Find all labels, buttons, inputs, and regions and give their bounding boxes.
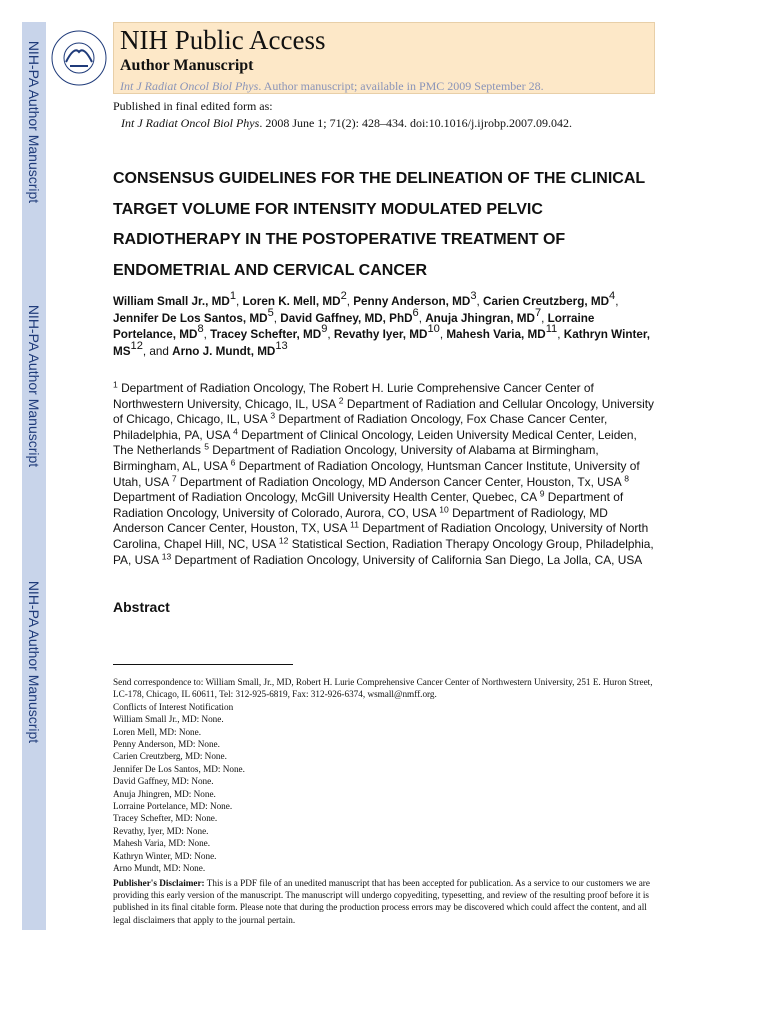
nih-header bbox=[113, 22, 655, 94]
author-name: Penny Anderson, MD bbox=[353, 295, 471, 308]
side-label-1: NIH-PA Author Manuscript bbox=[26, 40, 42, 204]
affiliation-sup: 13 bbox=[161, 550, 172, 561]
conflict-item: Lorraine Portelance, MD: None. bbox=[113, 801, 233, 812]
conflict-item: Tracey Schefter, MD: None. bbox=[113, 813, 218, 824]
affiliation-sup: 6 bbox=[230, 457, 236, 468]
conflicts-list bbox=[113, 713, 658, 874]
conflict-item: Loren Mell, MD: None. bbox=[113, 726, 202, 737]
author-name: Anuja Jhingran, MD bbox=[425, 311, 535, 325]
affiliation-sup: 11 bbox=[350, 519, 359, 530]
conflict-item: Jennifer De Los Santos, MD: None. bbox=[113, 763, 245, 774]
affiliation-text: Department of Radiation Oncology, MD Anderson Cancer Center, Houston, Tx, USA bbox=[176, 474, 621, 489]
paper-title: CONSENSUS GUIDELINES FOR THE DELINEATION OF THE CLINICAL TARGET VOLUME FOR INTENSITY MODULATED PELVIC RADIOTHERAPY IN THE POSTOPERATIVE TREATMENT OF ENDOMETRIAL AND CERVICAL CANCER bbox=[113, 170, 645, 279]
affiliation-sup: 5 bbox=[204, 441, 209, 452]
affiliation-sup: 7 bbox=[171, 472, 177, 483]
author-name: Loren K. Mell, MD bbox=[242, 295, 341, 308]
author-sup: 7 bbox=[534, 306, 542, 319]
author-name: Mahesh Varia, MD bbox=[446, 328, 546, 341]
correspondence: Send correspondence to: William Small, Jr., MD, Robert H. Lurie Comprehensive Cancer Center of Northwestern University, 251 E. Huron Street, LC-178, Chicago, IL 60611, Tel: 312-925-6819, Fax: 312-926-6374, wsmall@nmff.org. bbox=[113, 677, 653, 700]
affiliation-text: Department of Radiation Oncology, University of California San Diego, La Jolla, CA, USA bbox=[171, 552, 643, 567]
side-label-2: NIH-PA Author Manuscript bbox=[26, 304, 42, 468]
author-sup: 10 bbox=[427, 322, 440, 335]
side-label-3: NIH-PA Author Manuscript bbox=[26, 580, 42, 744]
side-banner bbox=[22, 22, 46, 930]
conflicts-heading: Conflicts of Interest Notification bbox=[113, 701, 234, 712]
conflict-item: Carien Creutzberg, MD: None. bbox=[113, 751, 227, 762]
author-name: Carien Creutzberg, MD bbox=[483, 295, 610, 308]
affiliation-text: Department of Radiation Oncology, University of Colorado, Aurora, CO, USA bbox=[113, 490, 624, 520]
nih-seal-icon bbox=[44, 22, 114, 94]
author-sup: 12 bbox=[130, 339, 143, 352]
publication-info: Published in final edited form as: Int J Radiat Oncol Biol Phys. 2008 June 1; 71(2): 428–434. doi:10.1016/j.ijrobp.2007.09.042. bbox=[113, 99, 572, 130]
author-name: Jennifer De Los Santos, MD bbox=[113, 311, 268, 325]
affiliation-text: Department of Radiation Oncology, The Robert H. Lurie Comprehensive Cancer Center of Northwestern University, Chicago, IL, USA bbox=[113, 381, 594, 411]
nih-logo bbox=[44, 22, 114, 94]
affiliation-text: Department of Clinical Oncology, Leiden University Medical Center, Leiden, The Netherlands bbox=[113, 427, 637, 458]
affiliation-sup: 1 bbox=[113, 379, 118, 390]
author-name: William Small Jr., MD bbox=[113, 295, 230, 308]
affiliation-sup: 9 bbox=[539, 488, 545, 499]
author-sup: 4 bbox=[609, 289, 616, 302]
author-sup: 9 bbox=[321, 322, 328, 335]
affiliation-text: Department of Radiation and Cellular Oncology, University of Chicago, Chicago, IL, USA bbox=[113, 396, 654, 427]
header-availability: Int J Radiat Oncol Biol Phys. Author manuscript; available in PMC 2009 September 28. bbox=[120, 79, 544, 93]
author-sup: 6 bbox=[412, 306, 419, 319]
header-title: NIH Public Access bbox=[120, 25, 326, 55]
author-name: David Gaffney, MD, PhD bbox=[280, 311, 413, 325]
author-sup: 1 bbox=[229, 289, 236, 302]
affiliation-text: Department of Radiation Oncology, Fox Chase Cancer Center, Philadelphia, PA, USA bbox=[113, 412, 608, 442]
author-sup: 8 bbox=[197, 322, 204, 335]
affiliation-sup: 8 bbox=[624, 472, 630, 483]
author-name: Lorraine Portelance, MD bbox=[113, 311, 595, 341]
disclaimer: Publisher's Disclaimer: This is a PDF file of an unedited manuscript that has been accepted for publication. As a service to our customers we are providing this early version of the manuscript. The manuscript will undergo copyediting, typesetting, and review of the resulting proof before it is published in its final citable form. Please note that during the production process errors may be discovered which could affect the content, and all legal disclaimers that apply to the journal pertain. bbox=[113, 877, 650, 925]
affiliation-text: Department of Radiation Oncology, Huntsman Cancer Institute, University of Utah, USA bbox=[113, 458, 640, 489]
author-sup: 3 bbox=[470, 289, 477, 302]
affiliation-text: Statistical Section, Radiation Therapy Oncology Group, Philadelphia, PA, USA bbox=[113, 536, 654, 567]
author-sup: 5 bbox=[267, 306, 274, 319]
conflict-item: David Gaffney, MD: None. bbox=[113, 776, 214, 787]
conflict-item: Penny Anderson, MD: None. bbox=[113, 739, 220, 750]
affiliation-text: Department of Radiology, MD Anderson Cancer Center, Houston, TX, USA bbox=[113, 505, 608, 536]
footnotes bbox=[113, 676, 658, 926]
affiliation-sup: 12 bbox=[278, 535, 289, 546]
author-sup: 11 bbox=[545, 322, 558, 335]
conflict-item: Arno Mundt, MD: None. bbox=[113, 863, 206, 874]
author-name: Kathryn Winter, MS bbox=[113, 328, 651, 358]
author-sup: 2 bbox=[340, 289, 347, 302]
conflict-item: Kathryn Winter, MD: None. bbox=[113, 850, 217, 861]
conflict-item: William Small Jr., MD: None. bbox=[113, 714, 224, 725]
author-list: William Small Jr., $MD^1$, Loren K. Mell, $MD^2$, Penny Anderson, $MD^3$, Carien Creutzberg, $MD^4$, Jennifer De Los Santos, $MD^5$, David Gaffney, MD, PhD$^6$, Anuja Jhingran, $MD^7$, Lorraine Portelance, $MD^8$, Tracey Schefter, $MD^9$, Revathy Iyer, MD$^{10}$, Mahesh Varia, MD$^{11}$, Kathryn Winter, MS$^{12}$, and Arno J. Mundt, MD$^{13}$ bbox=[113, 289, 651, 358]
footnote-rule bbox=[113, 664, 293, 665]
affiliation-sup: 4 bbox=[233, 426, 238, 437]
affiliations bbox=[113, 381, 658, 568]
author-name: Arno J. Mundt, MD bbox=[172, 344, 276, 358]
affiliation-sup: 3 bbox=[270, 410, 276, 421]
affiliation-text: Department of Radiation Oncology, McGill University Health Center, Quebec, CA bbox=[113, 490, 537, 505]
affiliation-text: Department of Radiation Oncology, University of Alabama at Birmingham, Birmingham, AL, USA bbox=[113, 443, 599, 473]
author-name: Tracey Schefter, MD bbox=[210, 328, 322, 341]
author-sup: 13 bbox=[275, 339, 288, 352]
author-name: Revathy Iyer, MD bbox=[333, 328, 428, 341]
affiliation-text: Department of Radiation Oncology, University of North Carolina, Chapel Hill, NC, USA bbox=[113, 521, 649, 551]
affiliation-sup: 2 bbox=[338, 394, 344, 405]
header-subtitle: Author Manuscript bbox=[120, 57, 254, 74]
affiliation-sup: 10 bbox=[439, 504, 449, 515]
abstract-heading: Abstract bbox=[113, 599, 170, 615]
conflict-item: Revathy, Iyer, MD: None. bbox=[113, 825, 209, 836]
conflict-item: Anuja Jhingren, MD: None. bbox=[113, 788, 216, 799]
conflict-item: Mahesh Varia, MD: None. bbox=[113, 838, 211, 849]
